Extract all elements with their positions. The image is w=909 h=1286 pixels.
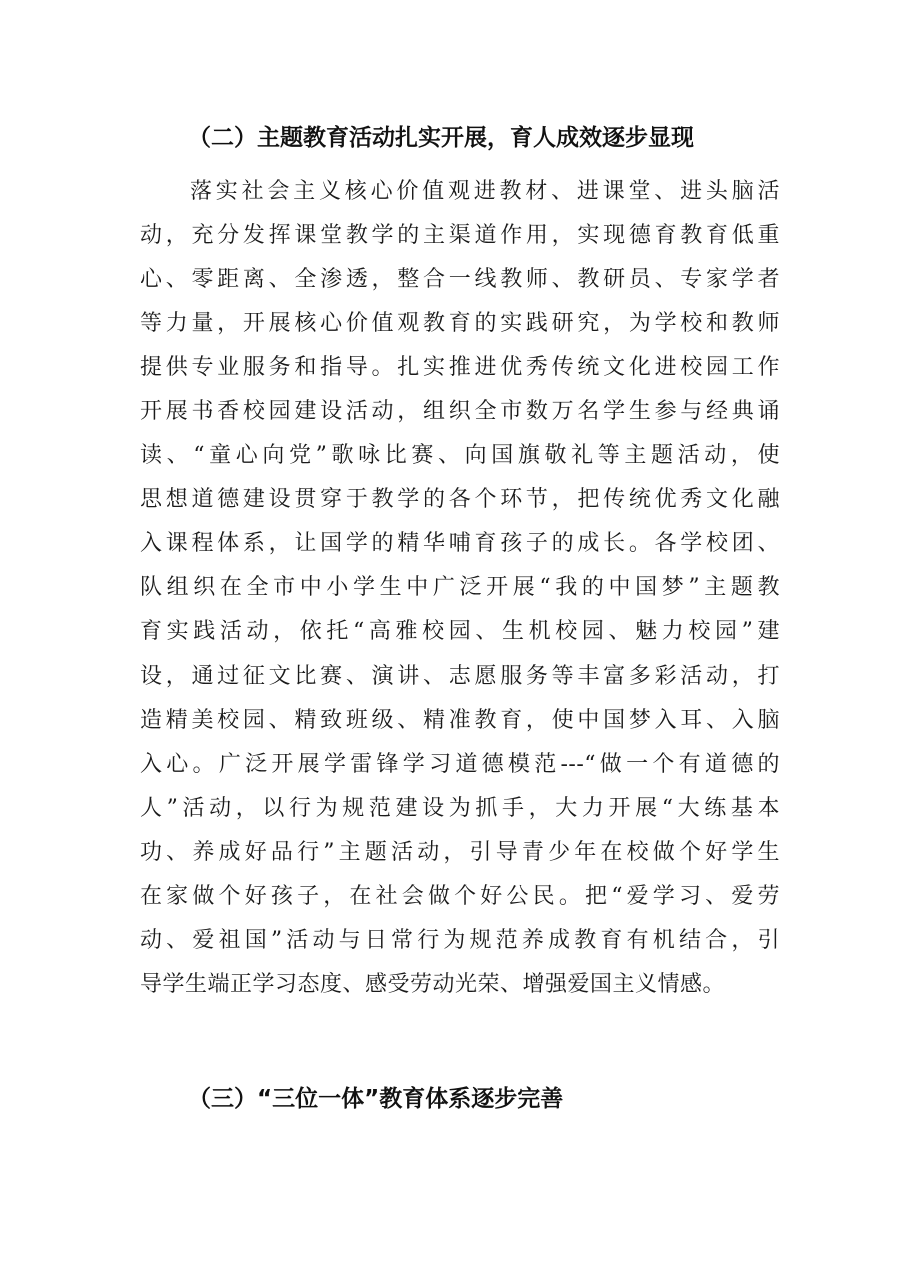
body-line: 人”活动，以行为规范建设为抓手，大力开展“大练基本 bbox=[140, 795, 780, 821]
body-line: 造精美校园、精致班级、精准教育，使中国梦入耳、入脑 bbox=[140, 707, 780, 733]
body-line: 落实社会主义核心价值观进教材、进课堂、进头脑活 bbox=[190, 179, 780, 204]
body-line: 动，充分发挥课堂教学的主渠道作用，实现德育教育低重 bbox=[140, 223, 780, 249]
body-line: 队组织在全市中小学生中广泛开展“我的中国梦”主题教 bbox=[140, 575, 780, 601]
body-line: 在家做个好孩子，在社会做个好公民。把“爱学习、爱劳 bbox=[140, 883, 780, 909]
section-heading-3: （三）“三位一体”教育体系逐步完善 bbox=[188, 1086, 564, 1112]
body-line: 提供专业服务和指导。扎实推进优秀传统文化进校园工作 bbox=[140, 355, 780, 381]
body-line: 入心。广泛开展学雷锋学习道德模范---“做一个有道德的 bbox=[140, 751, 780, 777]
body-line: 等力量，开展核心价值观教育的实践研究，为学校和教师 bbox=[140, 311, 780, 337]
body-line: 思想道德建设贯穿于教学的各个环节，把传统优秀文化融 bbox=[140, 487, 780, 513]
body-line: 入课程体系，让国学的精华哺育孩子的成长。各学校团、 bbox=[140, 531, 780, 557]
body-line: 导学生端正学习态度、感受劳动光荣、增强爱国主义情感。 bbox=[140, 971, 726, 997]
body-line: 开展书香校园建设活动，组织全市数万名学生参与经典诵 bbox=[140, 399, 780, 425]
section-heading-2: （二）主题教育活动扎实开展，育人成效逐步显现 bbox=[188, 125, 694, 151]
body-line: 功、养成好品行”主题活动，引导青少年在校做个好学生 bbox=[140, 839, 780, 865]
body-line: 设，通过征文比赛、演讲、志愿服务等丰富多彩活动，打 bbox=[140, 663, 780, 689]
body-line: 心、零距离、全渗透，整合一线教师、教研员、专家学者 bbox=[140, 267, 780, 293]
body-line: 读、“童心向党”歌咏比赛、向国旗敬礼等主题活动，使 bbox=[140, 443, 780, 469]
body-line: 育实践活动，依托“高雅校园、生机校园、魅力校园”建 bbox=[140, 619, 780, 645]
body-line: 动、爱祖国”活动与日常行为规范养成教育有机结合，引 bbox=[140, 927, 780, 953]
section-2-body bbox=[140, 170, 780, 1007]
